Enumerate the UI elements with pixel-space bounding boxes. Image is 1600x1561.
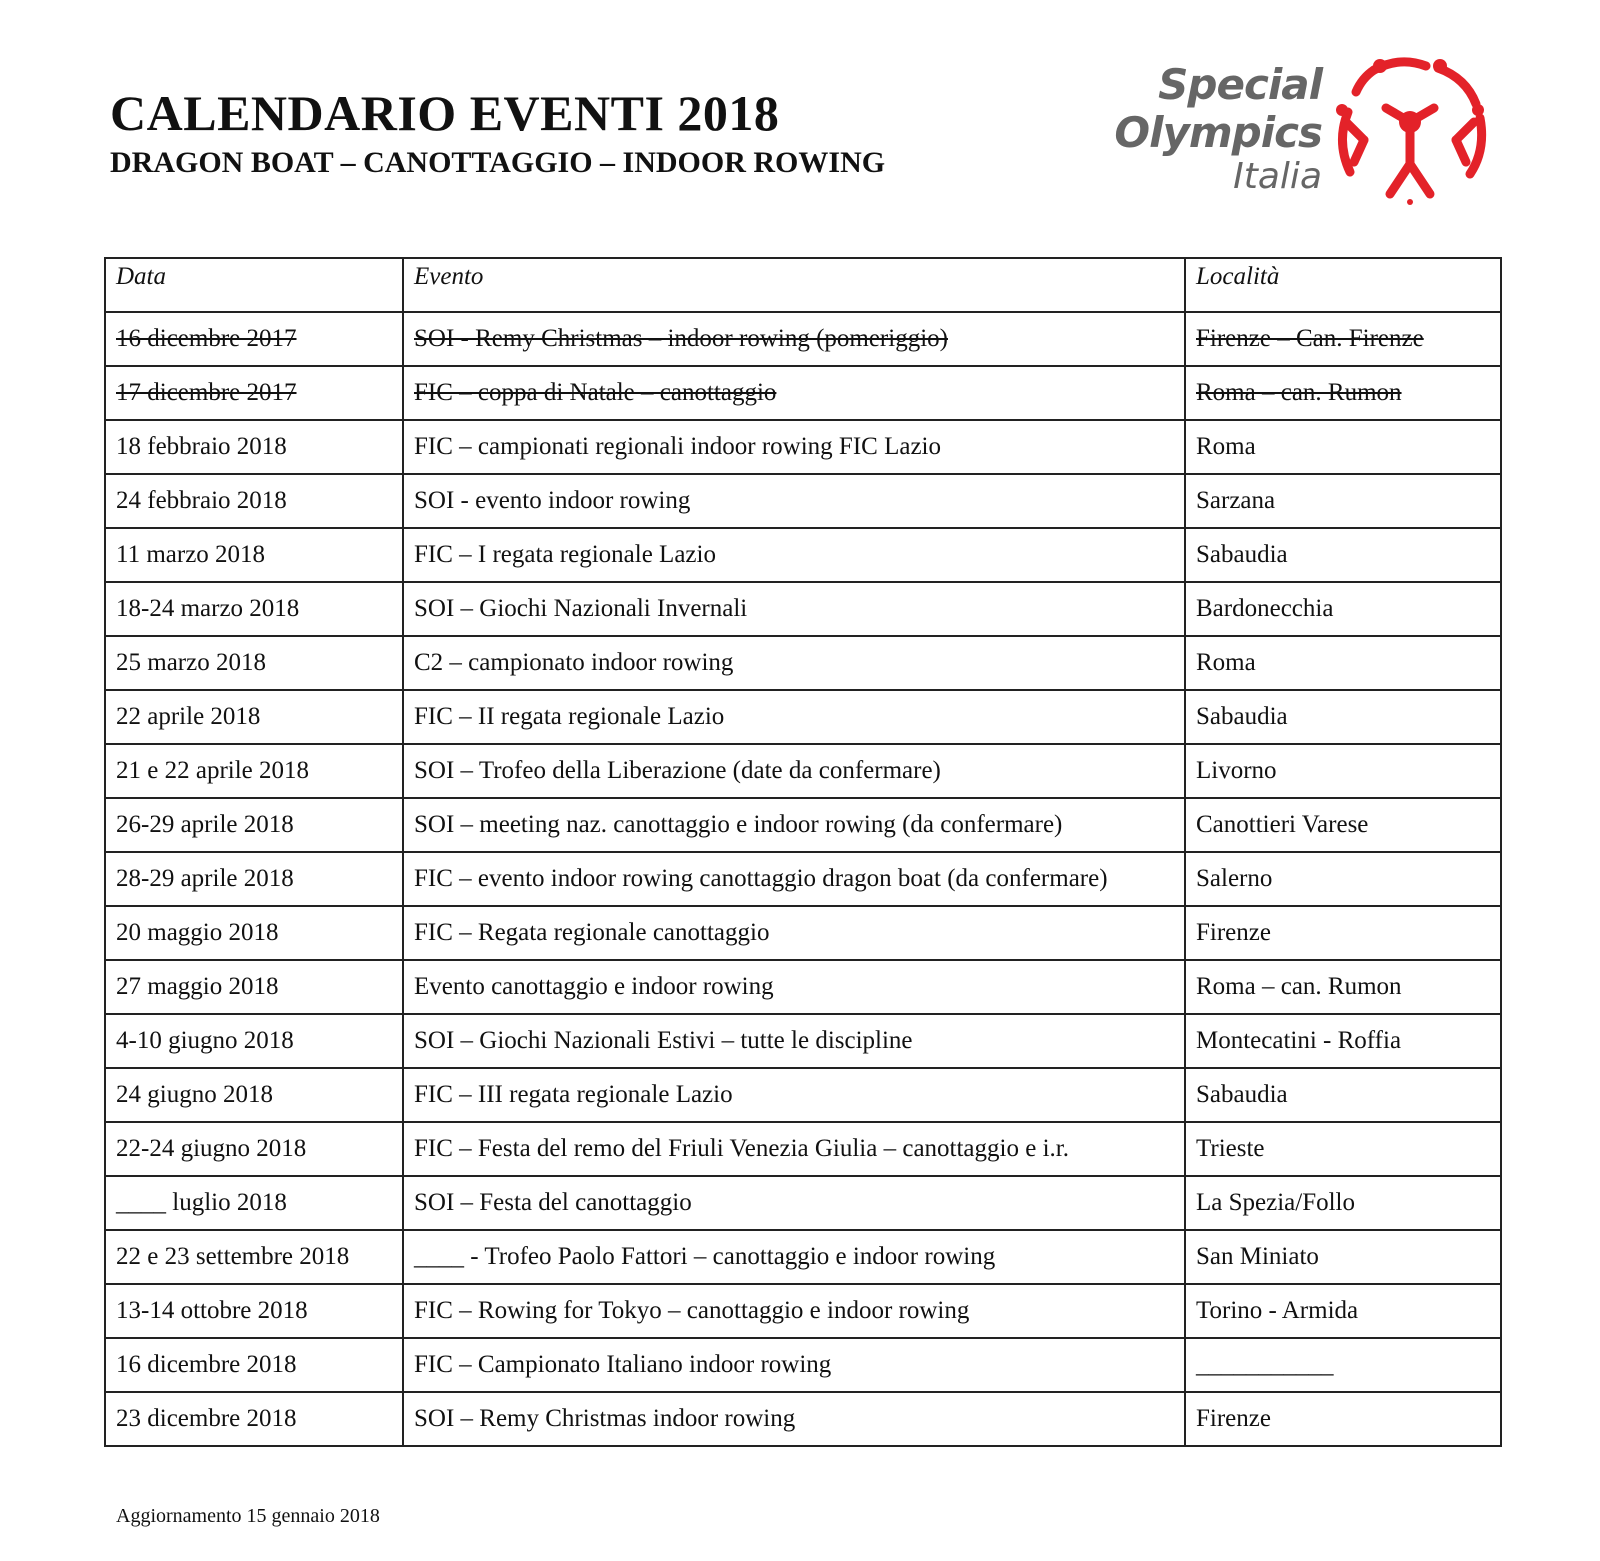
cell-date: 23 dicembre 2018 — [105, 1392, 403, 1446]
cell-location: Sarzana — [1185, 474, 1501, 528]
table-row — [105, 798, 1501, 852]
table-row — [105, 1014, 1501, 1068]
cell-location: Canottieri Varese — [1185, 798, 1501, 852]
events-table — [104, 257, 1502, 1447]
cell-location: Roma – can. Rumon — [1185, 366, 1501, 420]
cell-date: 24 giugno 2018 — [105, 1068, 403, 1122]
cell-location: Trieste — [1185, 1122, 1501, 1176]
cell-date: ____ luglio 2018 — [105, 1176, 403, 1230]
header-evento: Evento — [403, 258, 1185, 312]
cell-location: Bardonecchia — [1185, 582, 1501, 636]
cell-location: Firenze – Can. Firenze — [1185, 312, 1501, 366]
cell-event: C2 – campionato indoor rowing — [403, 636, 1185, 690]
cell-event: FIC – coppa di Natale – canottaggio — [403, 366, 1185, 420]
cell-location: Firenze — [1185, 906, 1501, 960]
cell-location: Firenze — [1185, 1392, 1501, 1446]
cell-date: 16 dicembre 2017 — [105, 312, 403, 366]
cell-event: SOI – Giochi Nazionali Estivi – tutte le discipline — [403, 1014, 1185, 1068]
cell-event: SOI – Trofeo della Liberazione (date da confermare) — [403, 744, 1185, 798]
cell-event: ____ - Trofeo Paolo Fattori – canottaggio e indoor rowing — [403, 1230, 1185, 1284]
cell-event: SOI – Remy Christmas indoor rowing — [403, 1392, 1185, 1446]
table-row — [105, 582, 1501, 636]
table-row — [105, 744, 1501, 798]
table-header-row — [105, 258, 1501, 312]
cell-event: FIC – II regata regionale Lazio — [403, 690, 1185, 744]
cell-event: SOI – meeting naz. canottaggio e indoor rowing (da confermare) — [403, 798, 1185, 852]
header-data: Data — [105, 258, 403, 312]
cell-location: Salerno — [1185, 852, 1501, 906]
cell-date: 22 e 23 settembre 2018 — [105, 1230, 403, 1284]
cell-date: 13-14 ottobre 2018 — [105, 1284, 403, 1338]
table-row — [105, 1176, 1501, 1230]
logo-line-italia: Italia — [1233, 156, 1322, 197]
table-row — [105, 1338, 1501, 1392]
update-note: Aggiornamento 15 gennaio 2018 — [116, 1505, 380, 1527]
cell-event: FIC – Regata regionale canottaggio — [403, 906, 1185, 960]
cell-event: FIC – Campionato Italiano indoor rowing — [403, 1338, 1185, 1392]
table-row — [105, 528, 1501, 582]
cell-location: Torino - Armida — [1185, 1284, 1501, 1338]
cell-event: SOI – Festa del canottaggio — [403, 1176, 1185, 1230]
cell-date: 21 e 22 aprile 2018 — [105, 744, 403, 798]
cell-location: Roma — [1185, 636, 1501, 690]
table-row — [105, 1230, 1501, 1284]
cell-date: 28-29 aprile 2018 — [105, 852, 403, 906]
cell-location: La Spezia/Follo — [1185, 1176, 1501, 1230]
logo-line-special: Special — [1158, 60, 1322, 109]
table-row — [105, 690, 1501, 744]
cell-date: 26-29 aprile 2018 — [105, 798, 403, 852]
special-olympics-logo — [1060, 52, 1490, 212]
cell-location: Sabaudia — [1185, 690, 1501, 744]
cell-event: SOI - evento indoor rowing — [403, 474, 1185, 528]
cell-event: FIC – III regata regionale Lazio — [403, 1068, 1185, 1122]
cell-date: 25 marzo 2018 — [105, 636, 403, 690]
table-row — [105, 366, 1501, 420]
header-localita: Località — [1185, 258, 1501, 312]
cell-date: 18 febbraio 2018 — [105, 420, 403, 474]
cell-event: FIC – Festa del remo del Friuli Venezia Giulia – canottaggio e i.r. — [403, 1122, 1185, 1176]
cell-event: FIC – Rowing for Tokyo – canottaggio e indoor rowing — [403, 1284, 1185, 1338]
table-row — [105, 906, 1501, 960]
cell-event: FIC – campionati regionali indoor rowing FIC Lazio — [403, 420, 1185, 474]
cell-location: Sabaudia — [1185, 1068, 1501, 1122]
table-row — [105, 1122, 1501, 1176]
cell-date: 11 marzo 2018 — [105, 528, 403, 582]
cell-event: FIC – evento indoor rowing canottaggio dragon boat (da confermare) — [403, 852, 1185, 906]
cell-event: Evento canottaggio e indoor rowing — [403, 960, 1185, 1014]
cell-location: Roma — [1185, 420, 1501, 474]
logo-line-olympics: Olympics — [1114, 108, 1322, 157]
cell-date: 18-24 marzo 2018 — [105, 582, 403, 636]
cell-date: 20 maggio 2018 — [105, 906, 403, 960]
cell-location: ___________ — [1185, 1338, 1501, 1392]
table-row — [105, 636, 1501, 690]
cell-location: Sabaudia — [1185, 528, 1501, 582]
cell-location: Roma – can. Rumon — [1185, 960, 1501, 1014]
table-row — [105, 420, 1501, 474]
cell-date: 22-24 giugno 2018 — [105, 1122, 403, 1176]
table-row — [105, 1284, 1501, 1338]
cell-location: Montecatini - Roffia — [1185, 1014, 1501, 1068]
cell-event: SOI – Giochi Nazionali Invernali — [403, 582, 1185, 636]
cell-date: 27 maggio 2018 — [105, 960, 403, 1014]
table-row — [105, 960, 1501, 1014]
cell-event: FIC – I regata regionale Lazio — [403, 528, 1185, 582]
cell-date: 16 dicembre 2018 — [105, 1338, 403, 1392]
special-olympics-emblem-icon — [1330, 52, 1490, 212]
document-subtitle: DRAGON BOAT – CANOTTAGGIO – INDOOR ROWING — [110, 146, 886, 179]
table-row — [105, 312, 1501, 366]
table-row — [105, 1068, 1501, 1122]
cell-event: SOI - Remy Christmas – indoor rowing (pomeriggio) — [403, 312, 1185, 366]
cell-location: Livorno — [1185, 744, 1501, 798]
cell-date: 4-10 giugno 2018 — [105, 1014, 403, 1068]
cell-date: 24 febbraio 2018 — [105, 474, 403, 528]
cell-location: San Miniato — [1185, 1230, 1501, 1284]
table-row — [105, 852, 1501, 906]
cell-date: 17 dicembre 2017 — [105, 366, 403, 420]
cell-date: 22 aprile 2018 — [105, 690, 403, 744]
document-title: CALENDARIO EVENTI 2018 — [110, 85, 780, 141]
table-row — [105, 1392, 1501, 1446]
table-row — [105, 474, 1501, 528]
